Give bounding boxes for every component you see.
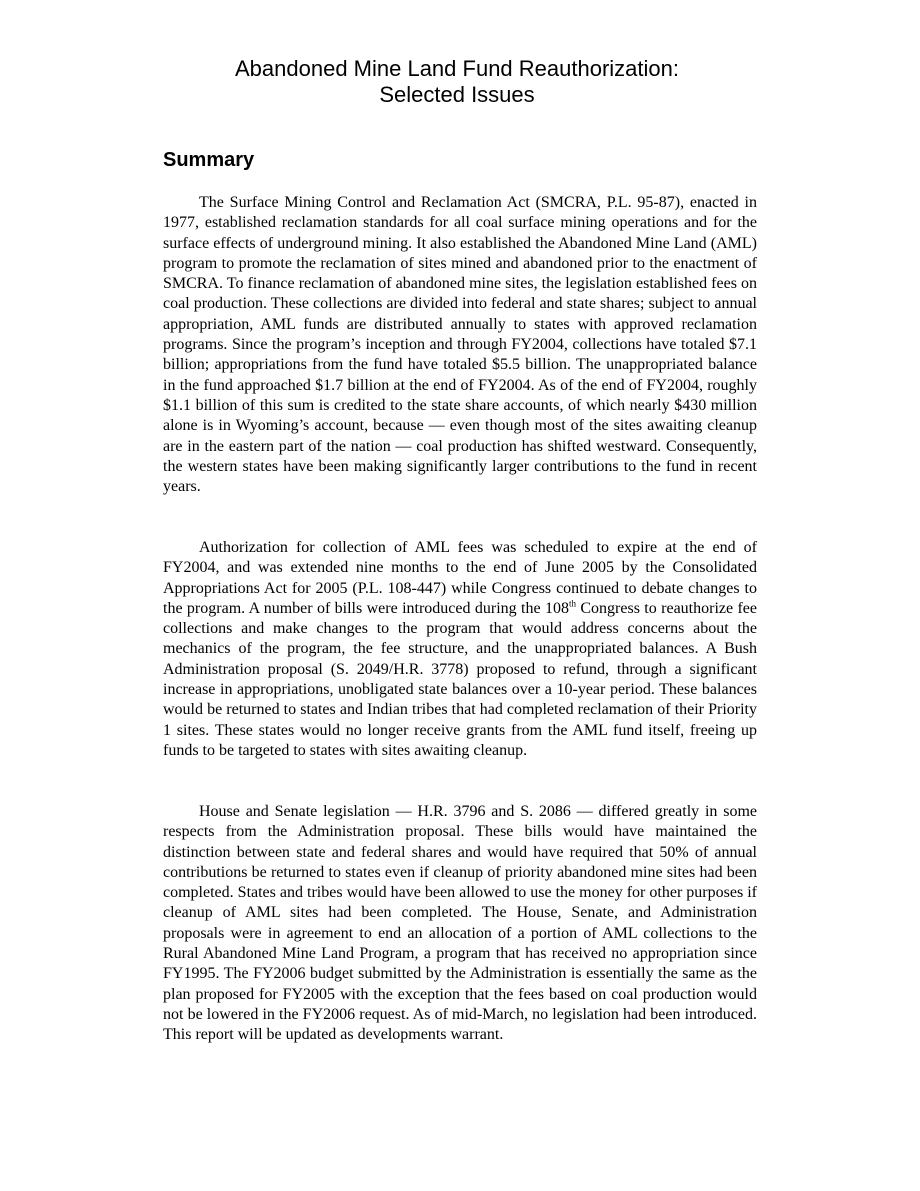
summary-heading: Summary (163, 149, 255, 171)
summary-paragraph-2 (163, 538, 757, 761)
summary-paragraph-3: House and Senate legislation — H.R. 3796 and S. 2086 — differed greatly in some respects from the Administration proposal. These bills would have maintained the distinction between state and federal shares and would have required that 50% of annual contributions be returned to states even if cleanup of priority abandoned mine sites had been completed. States and tribes would have been allowed to use the money for other purposes if cleanup of AML sites had been completed. The House, Senate, and Administration proposals were in agreement to end an allocation of a portion of AML collections to the Rural Abandoned Mine Land Program, a program that has received no appropriation since FY1995. The FY2006 budget submitted by the Administration is essentially the same as the plan proposed for FY2005 with the exception that the fees based on coal production would not be lowered in the FY2006 request. As of mid-March, no legislation had been introduced. This report will be updated as developments warrant. (163, 803, 757, 1044)
paragraph-2-text-start: Authorization for collection of AML fees was scheduled to expire at the end of FY2004, and was extended nine months to the end of June 2005 by the Consolidated Appropriations Act for 2005 (P.L. 108-447) while Congress continued to debate changes to the program. A number of bills were introduced during the 108 (163, 539, 757, 617)
summary-paragraph-1: The Surface Mining Control and Reclamation Act (SMCRA, P.L. 95-87), enacted in 1977, established reclamation standards for all coal surface mining operations and for the surface effects of underground mining. It also established the Abandoned Mine Land (AML) program to promote the reclamation of sites mined and abandoned prior to the enactment of SMCRA. To finance reclamation of abandoned mine sites, the legislation established fees on coal production. These collections are divided into federal and state shares; subject to annual appropriation, AML funds are distributed annually to states with approved reclamation programs. Since the program’s inception and through FY2004, collections have totaled $7.1 billion; appropriations from the fund have totaled $5.5 billion. The unappropriated balance in the fund approached $1.7 billion at the end of FY2004. As of the end of FY2004, roughly $1.1 billion of this sum is credited to the state share accounts, of which nearly $430 million alone is in Wyoming’s account, because — even though most of the sites awaiting cleanup are in the eastern part of the nation — coal production has shifted westward. Consequently, the western states have been making significantly larger contributions to the fund in recent years. (163, 194, 757, 496)
title-line-1: Abandoned Mine Land Fund Reauthorization: (235, 56, 679, 81)
ordinal-superscript: th (568, 598, 576, 609)
title-line-2: Selected Issues (379, 82, 535, 107)
document-title (0, 56, 914, 108)
paragraph-2-text-end: Congress to reauthorize fee collections and make changes to the program that would address concerns about the mechanics of the program, the fee structure, and the unappropriated balances. A Bush Administration proposal (S. 2049/H.R. 3778) proposed to refund, through a significant increase in appropriations, unobligated state balances over a 10-year period. These balances would be returned to states and Indian tribes that had completed reclamation of their Priority 1 sites. These states would no longer receive grants from the AML fund itself, freeing up funds to be targeted to states with sites awaiting cleanup. (163, 599, 757, 759)
